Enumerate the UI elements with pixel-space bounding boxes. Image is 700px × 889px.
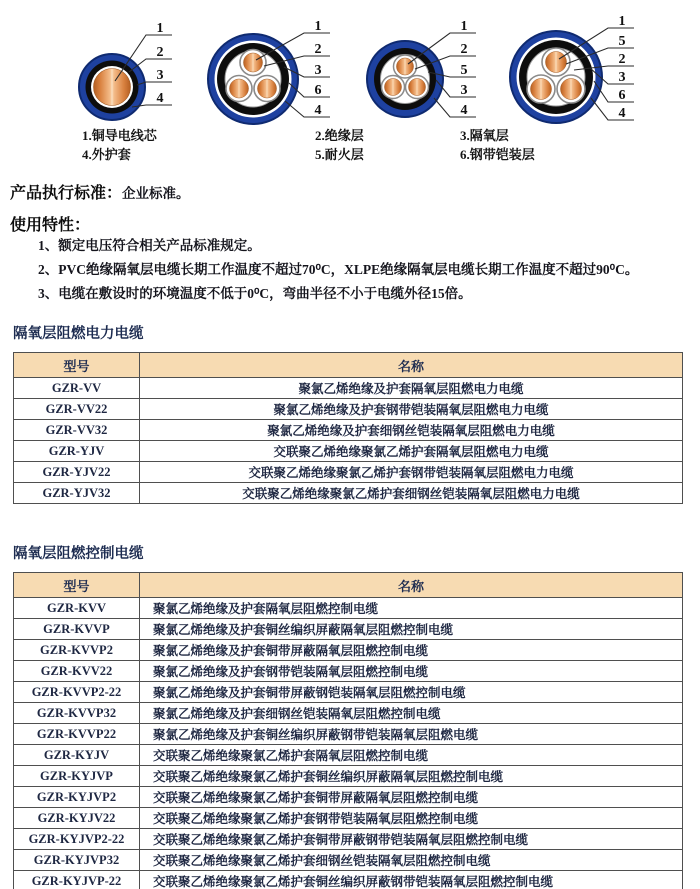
model-header: 型号 <box>14 353 140 378</box>
copper-conductor <box>230 79 249 98</box>
copper-conductor <box>531 79 552 100</box>
table-row <box>14 399 683 420</box>
copper-conductor <box>561 79 582 100</box>
model-cell: GZR-KVVP22 <box>14 724 140 745</box>
model-cell: GZR-YJV32 <box>14 483 140 504</box>
table-header-row <box>14 353 683 378</box>
cable-label: 2 <box>460 42 468 57</box>
name-cell: 聚氯乙烯绝缘及护套铜带屏蔽钢铠装隔氧层阻燃控制电缆 <box>140 682 683 703</box>
usage-item: 2、PVC绝缘隔氧层电缆长期工作温度不超过70⁰C，XLPE绝缘隔氧层电缆长期工作温度不超过90⁰C。 <box>38 262 639 277</box>
table-row <box>14 483 683 504</box>
execution-standard-value: 企业标准。 <box>122 186 190 201</box>
model-cell: GZR-KYJVP-22 <box>14 871 140 889</box>
model-cell: GZR-KVV22 <box>14 661 140 682</box>
name-cell: 交联聚乙烯绝缘聚氯乙烯护套细钢丝铠装隔氧层阻燃控制电缆 <box>140 850 683 871</box>
model-cell: GZR-KYJVP2 <box>14 787 140 808</box>
model-cell: GZR-KVVP <box>14 619 140 640</box>
copper-conductor <box>409 79 426 96</box>
name-header: 名称 <box>140 353 683 378</box>
cable-label: 3 <box>618 70 626 85</box>
table-row <box>14 745 683 766</box>
table-header-row <box>14 573 683 598</box>
cable-label: 5 <box>618 34 626 49</box>
copper-conductor <box>258 79 277 98</box>
name-header: 名称 <box>140 573 683 598</box>
cable-label: 5 <box>460 63 468 78</box>
copper-conductor <box>546 52 567 73</box>
name-cell: 聚氯乙烯绝缘及护套隔氧层阻燃控制电缆 <box>140 598 683 619</box>
table-row <box>14 829 683 850</box>
cable-label: 3 <box>156 68 164 83</box>
cable-label: 1 <box>156 21 164 36</box>
execution-standard-label: 产品执行标准： <box>10 185 123 202</box>
copper-conductor <box>94 69 131 106</box>
cable-label: 1 <box>460 19 468 34</box>
usage-item: 3、电缆在敷设时的环境温度不低于0⁰C，弯曲半径不小于电缆外径15倍。 <box>38 286 472 301</box>
model-cell: GZR-VV22 <box>14 399 140 420</box>
table-row <box>14 787 683 808</box>
model-cell: GZR-YJV <box>14 441 140 462</box>
table-row <box>14 682 683 703</box>
name-cell: 聚氯乙烯绝缘及护套细钢丝铠装隔氧层阻燃控制电缆 <box>140 703 683 724</box>
usage-characteristics-label: 使用特性： <box>10 217 91 234</box>
model-cell: GZR-YJV22 <box>14 462 140 483</box>
table-row <box>14 462 683 483</box>
legend-item: 5.耐火层 <box>315 147 364 162</box>
model-cell: GZR-VV <box>14 378 140 399</box>
table-row <box>14 598 683 619</box>
name-cell: 聚氯乙烯绝缘及护套铜带屏蔽隔氧层阻燃控制电缆 <box>140 640 683 661</box>
model-cell: GZR-KYJVP2-22 <box>14 829 140 850</box>
cable-cross-section-3 <box>367 19 476 118</box>
name-cell: 交联聚乙烯绝缘聚氯乙烯护套铜丝编织屏蔽钢带铠装隔氧层阻燃控制电缆 <box>140 871 683 889</box>
cable-label: 3 <box>460 83 468 98</box>
usage-item: 1、额定电压符合相关产品标准规定。 <box>38 238 261 253</box>
leader-line <box>434 98 476 117</box>
model-cell: GZR-VV32 <box>14 420 140 441</box>
table-row <box>14 703 683 724</box>
table-row <box>14 808 683 829</box>
model-cell: GZR-KYJVP32 <box>14 850 140 871</box>
usage-characteristics-list <box>10 234 695 306</box>
section-title-power-cables: 隔氧层阻燃电力电缆 <box>13 326 144 342</box>
copper-conductor <box>385 79 402 96</box>
legend-item: 2.绝缘层 <box>315 128 364 143</box>
table-row <box>14 619 683 640</box>
model-cell: GZR-KVVP2 <box>14 640 140 661</box>
name-cell: 交联聚乙烯绝缘聚氯乙烯护套铜带屏蔽钢带铠装隔氧层阻燃控制电缆 <box>140 829 683 850</box>
model-cell: GZR-KVV <box>14 598 140 619</box>
table-row <box>14 441 683 462</box>
name-cell: 聚氯乙烯绝缘及护套细钢丝铠装隔氧层阻燃电力电缆 <box>140 420 683 441</box>
cable-cross-section-1 <box>79 21 172 120</box>
name-cell: 聚氯乙烯绝缘及护套铜丝编织屏蔽钢带铠装隔氧层阻燃电缆 <box>140 724 683 745</box>
cable-label: 3 <box>314 63 322 78</box>
table-row <box>14 850 683 871</box>
copper-conductor <box>397 58 414 75</box>
legend-item: 1.铜导电线芯 <box>82 128 157 143</box>
legend-column-3 <box>460 126 535 164</box>
cable-label: 1 <box>618 14 626 29</box>
copper-conductor <box>244 53 263 72</box>
cable-label: 2 <box>156 45 164 60</box>
model-cell: GZR-KVVP32 <box>14 703 140 724</box>
table-row <box>14 640 683 661</box>
model-cell: GZR-KYJV22 <box>14 808 140 829</box>
model-cell: GZR-KVVP2-22 <box>14 682 140 703</box>
execution-standard-line <box>10 180 190 203</box>
power-cable-table <box>13 352 683 504</box>
table-row <box>14 420 683 441</box>
name-cell: 交联聚乙烯绝缘聚氯乙烯护套钢带铠装隔氧层阻燃电力电缆 <box>140 462 683 483</box>
legend-column-1 <box>82 126 157 164</box>
legend-column-2 <box>315 126 364 164</box>
table-row <box>14 871 683 889</box>
model-header: 型号 <box>14 573 140 598</box>
name-cell: 聚氯乙烯绝缘及护套钢带铠装隔氧层阻燃控制电缆 <box>140 661 683 682</box>
cable-label: 4 <box>314 103 322 118</box>
cable-label: 2 <box>314 42 322 57</box>
section-title-control-cables: 隔氧层阻燃控制电缆 <box>13 546 144 562</box>
cable-label: 4 <box>618 106 626 121</box>
model-cell: GZR-KYJV <box>14 745 140 766</box>
name-cell: 交联聚乙烯绝缘聚氯乙烯护套隔氧层阻燃电力电缆 <box>140 441 683 462</box>
legend-item: 3.隔氧层 <box>460 128 509 143</box>
name-cell: 交联聚乙烯绝缘聚氯乙烯护套钢带铠装隔氧层阻燃控制电缆 <box>140 808 683 829</box>
cable-cross-section-2 <box>208 19 330 124</box>
table-row <box>14 661 683 682</box>
leader-line <box>591 98 634 120</box>
table-row <box>14 378 683 399</box>
legend-item: 6.钢带铠装层 <box>460 147 535 162</box>
name-cell: 交联聚乙烯绝缘聚氯乙烯护套铜丝编织屏蔽隔氧层阻燃控制电缆 <box>140 766 683 787</box>
name-cell: 交联聚乙烯绝缘聚氯乙烯护套隔氧层阻燃控制电缆 <box>140 745 683 766</box>
cable-label: 6 <box>314 83 322 98</box>
cable-diagrams <box>0 6 700 128</box>
cable-label: 4 <box>156 91 164 106</box>
table-row <box>14 724 683 745</box>
cable-label: 1 <box>314 19 322 34</box>
name-cell: 聚氯乙烯绝缘及护套隔氧层阻燃电力电缆 <box>140 378 683 399</box>
legend-item: 4.外护套 <box>82 147 131 162</box>
name-cell: 聚氯乙烯绝缘及护套铜丝编织屏蔽隔氧层阻燃控制电缆 <box>140 619 683 640</box>
cable-cross-section-4 <box>510 14 634 123</box>
cable-label: 6 <box>618 88 626 103</box>
name-cell: 聚氯乙烯绝缘及护套钢带铠装隔氧层阻燃电力电缆 <box>140 399 683 420</box>
table-row <box>14 766 683 787</box>
model-cell: GZR-KYJVP <box>14 766 140 787</box>
cable-label: 2 <box>618 52 626 67</box>
control-cable-table <box>13 572 683 889</box>
name-cell: 交联聚乙烯绝缘聚氯乙烯护套铜带屏蔽隔氧层阻燃控制电缆 <box>140 787 683 808</box>
cable-label: 4 <box>460 103 468 118</box>
name-cell: 交联聚乙烯绝缘聚氯乙烯护套细钢丝铠装隔氧层阻燃电力电缆 <box>140 483 683 504</box>
